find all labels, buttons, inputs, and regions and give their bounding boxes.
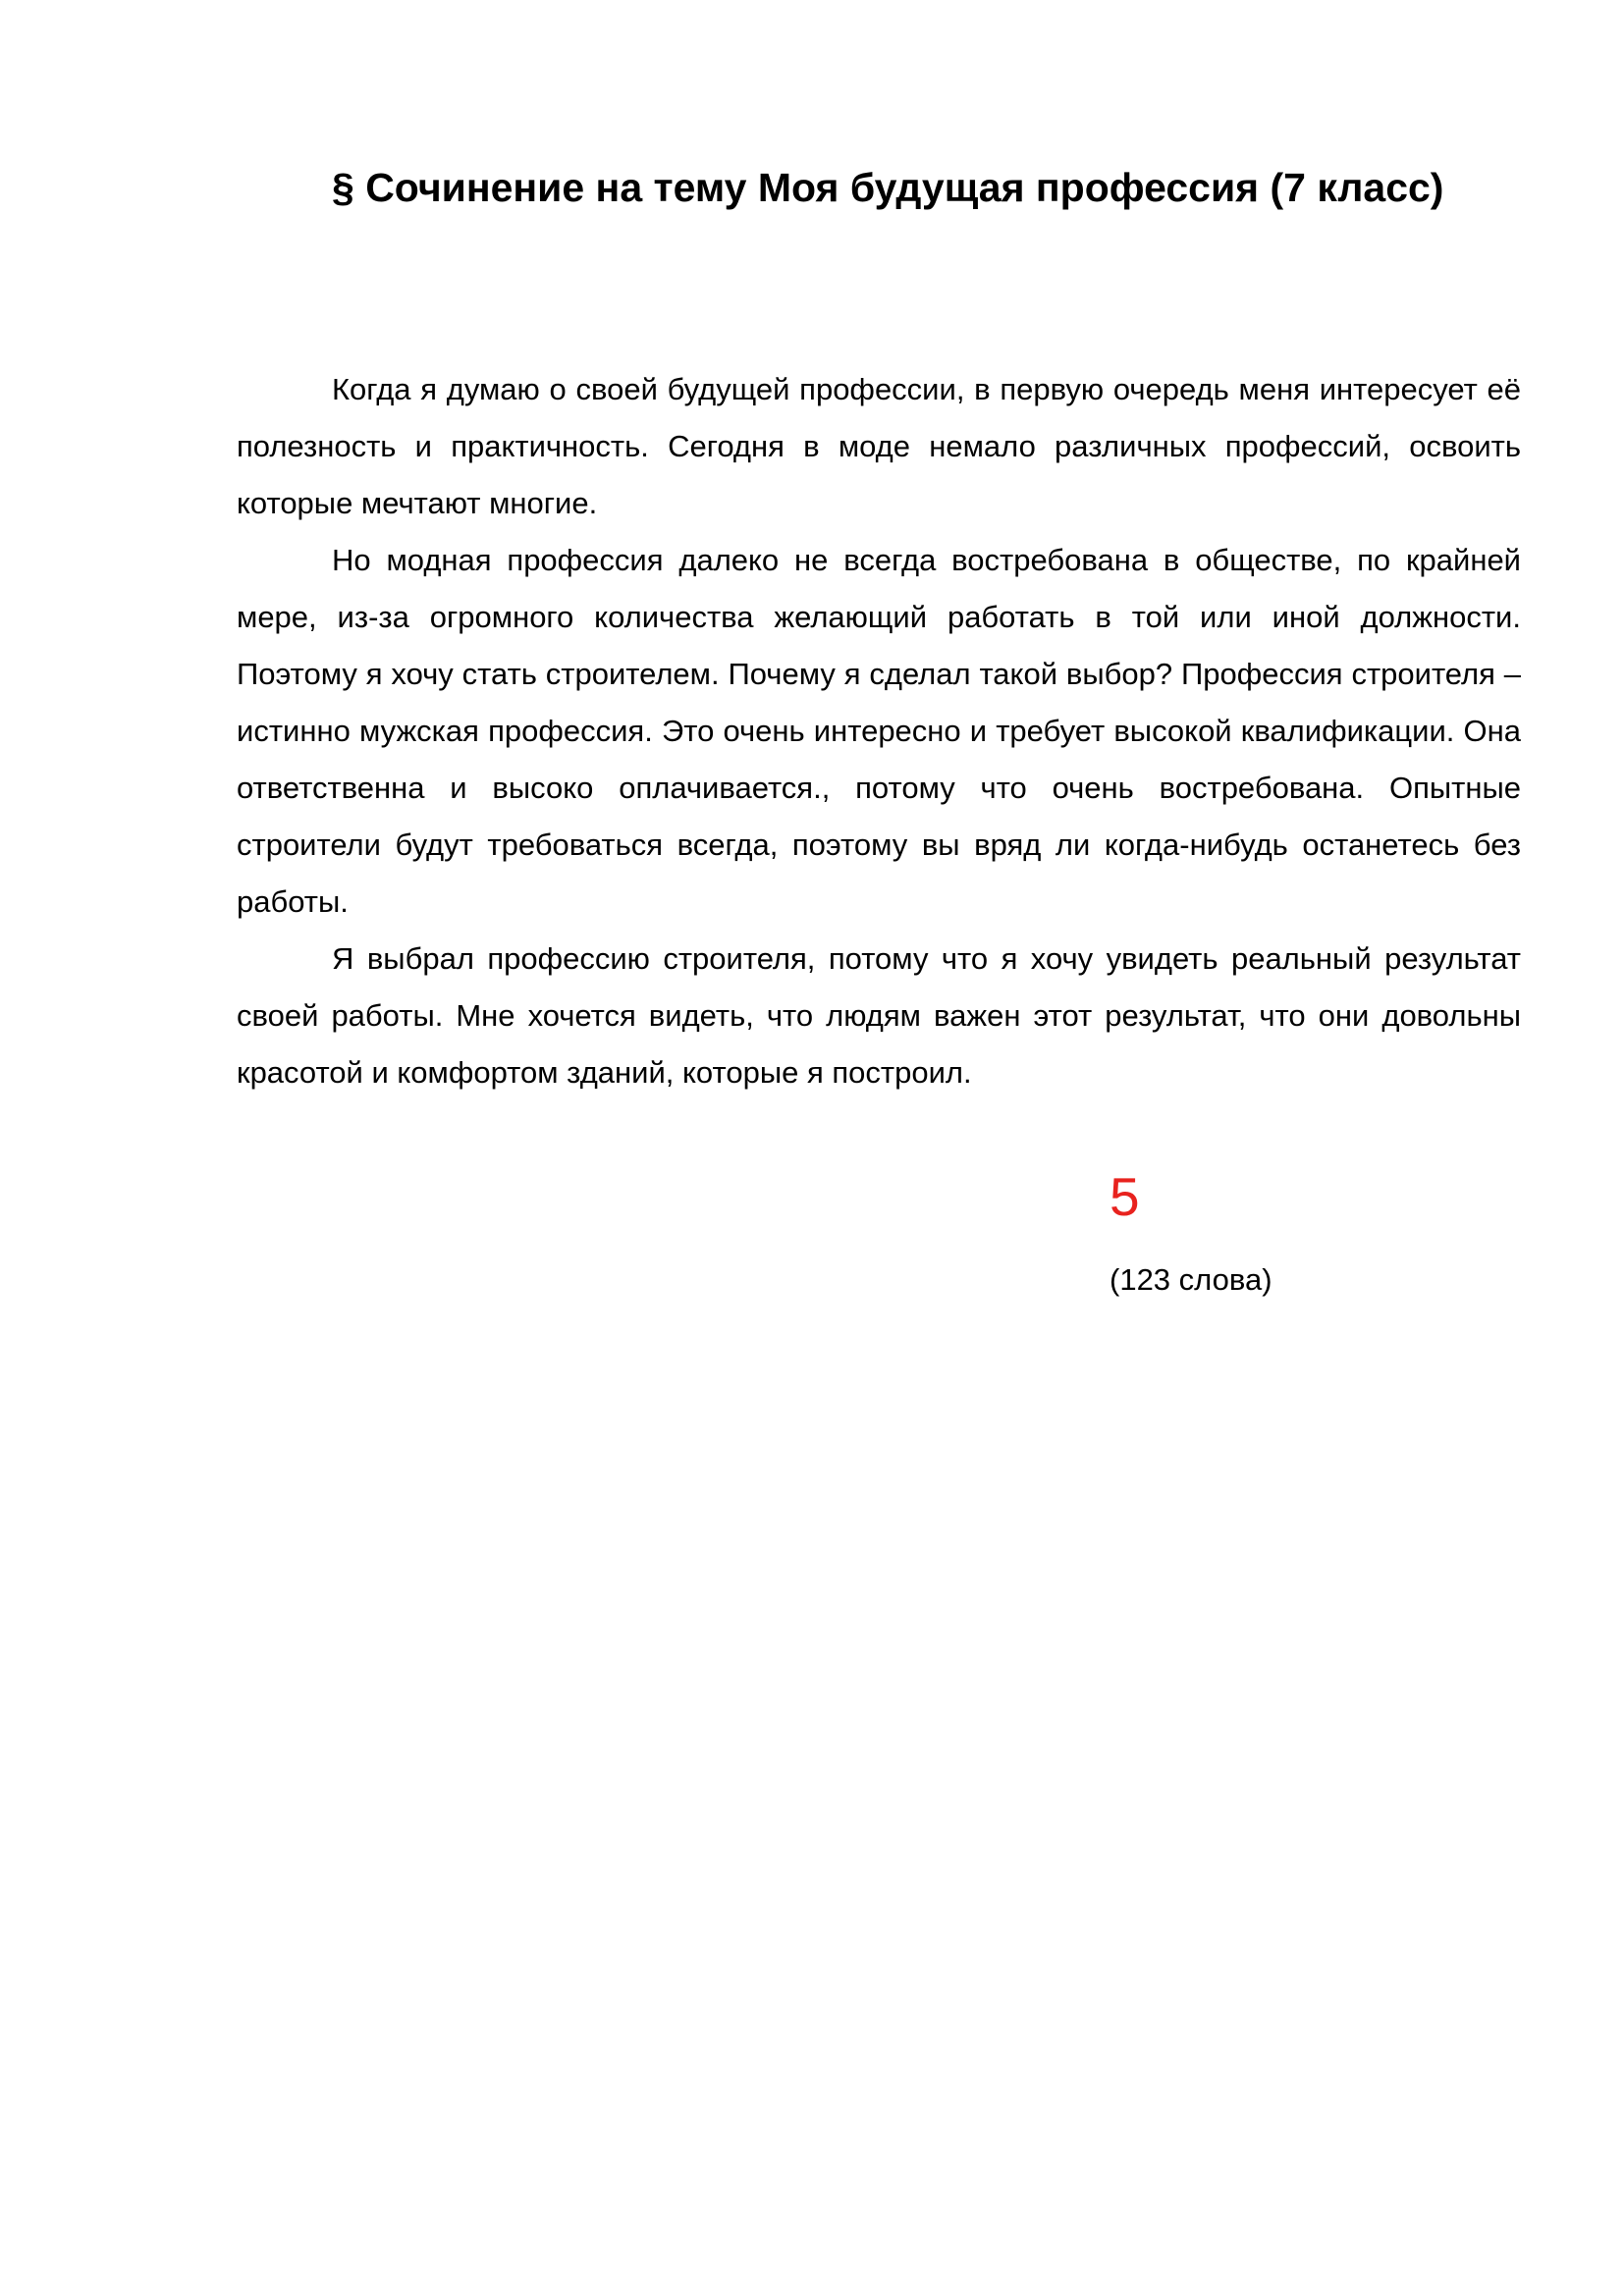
essay-paragraph-3: Я выбрал профессию строителя, потому что я хочу увидеть реальный результат своей работы. Мне хочется видеть, что людям важен этот результат, что они довольны красотой и комфортом зданий, которые я построил.: [237, 941, 1521, 1090]
essay-title: § Сочинение на тему Моя будущая профессия (7 класс): [332, 165, 1444, 210]
essay-body: [237, 361, 1521, 1101]
essay-paragraph-2: Но модная профессия далеко не всегда востребована в обществе, по крайней мере, из-за огромного количества желающий работать в той или иной должности. Поэтому я хочу стать строителем. Почему я сделал такой выбор? Профессия строителя – истинно мужская профессия. Это очень интересно и требует высокой квалификации. Она ответственна и высоко оплачивается., потому что очень востребована. Опытные строители будут требоваться всегда, поэтому вы вряд ли когда-нибудь останетесь без работы.: [237, 543, 1521, 919]
word-count: (123 слова): [1110, 1262, 1272, 1297]
essay-paragraph-1: Когда я думаю о своей будущей профессии, в первую очередь меня интересует её полезность и практичность. Сегодня в моде немало различных профессий, освоить которые мечтают многие.: [237, 372, 1521, 520]
grade-mark: 5: [1110, 1166, 1140, 1227]
